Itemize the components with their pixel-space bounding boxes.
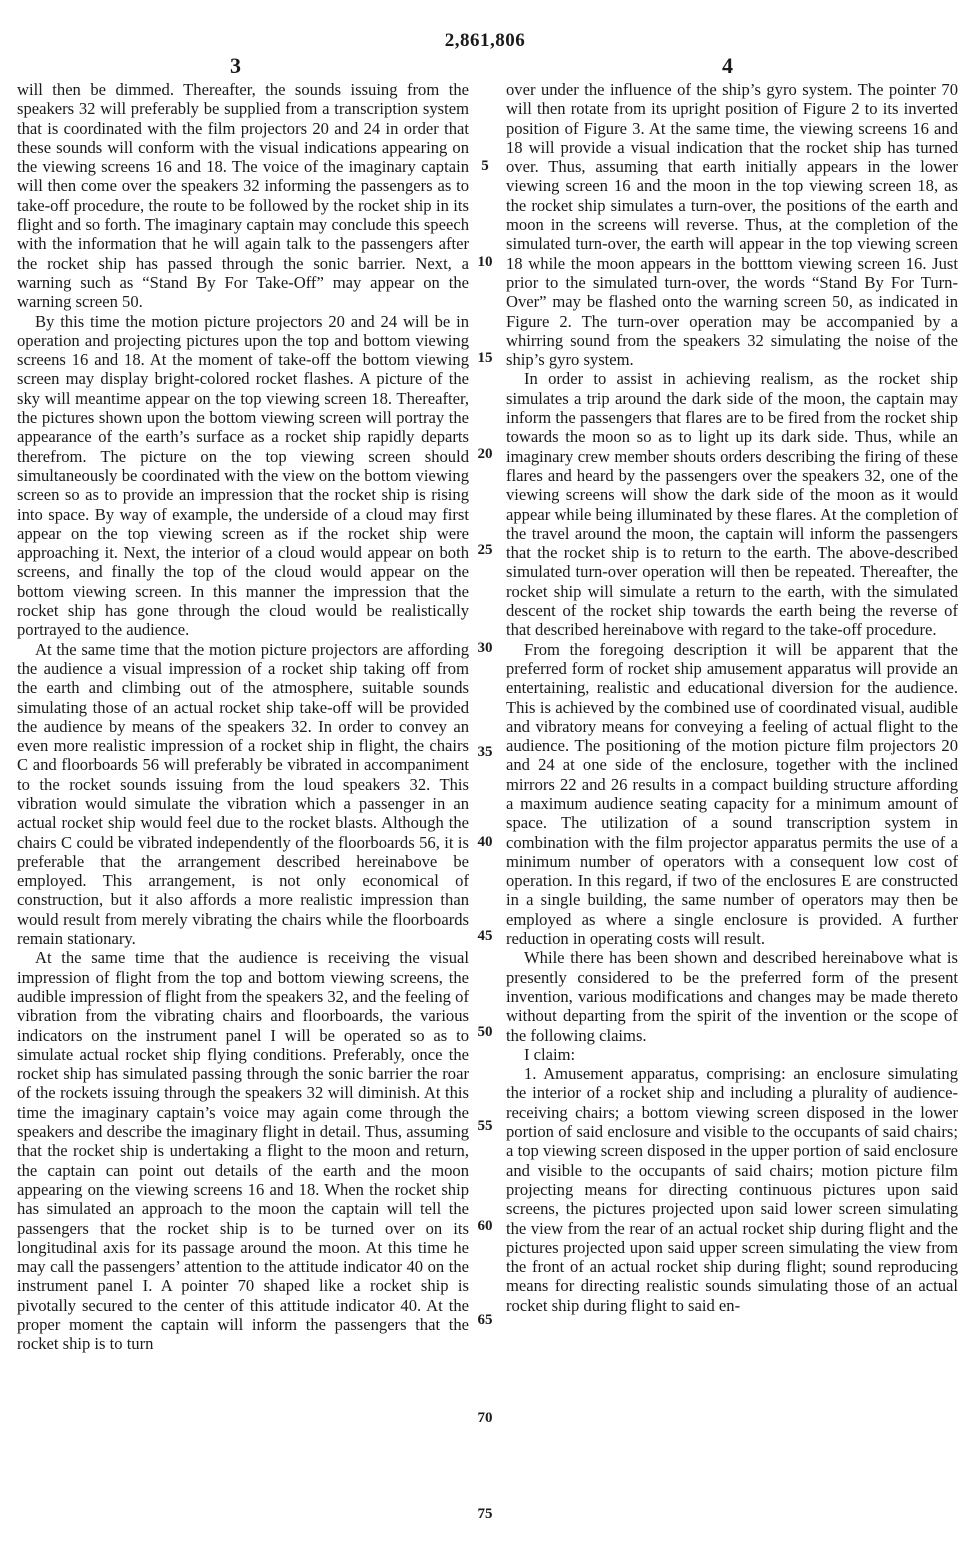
paragraph: By this time the motion picture projectors 20 and 24 will be in operation and projecting pictures upon the top and bottom viewing screens 16 and 18. At the moment of take-off the bottom viewing screen may display bright-colored rocket flashes. A picture of the sky will meantime appear on the top viewing screen 18. Thereafter, the pictures shown upon the bottom viewing screen will portray the appearance of the earth’s surface as a rocket ship rapidly departs therefrom. The picture on the top viewing screen should simultaneously be coordinated with the view on the bottom viewing screen so as to provide an impression that the rocket ship is rising into space. By way of example, the underside of a cloud may first appear on the top viewing screen as if the rocket ship were approaching it. Next, the interior of a cloud would appear on both screens, and finally the top of the cloud would appear on the bottom viewing screen. In this manner the impression that the rocket ship has gone through the cloud would be realistically portrayed to the audience. xyxy=(17,311,469,640)
line-number: 55 xyxy=(477,1118,493,1134)
line-number: 20 xyxy=(477,446,493,462)
paragraph: over under the influence of the ship’s gyro system. The pointer 70 will then rotate from its upright position of Figure 2 to its inverted position of Figure 3. At the same time, the viewing screens 16 and 18 will provide a visual indication that the rocket ship has turned over. Thus, assuming that earth initially appears in the lower viewing screen 16 and the moon in the top viewing screen 18, as the rocket ship simulates a turn-over, the positions of the earth and moon in the screens will reverse. Thus, at the completion of the simulated turn-over, the earth will appear in the top viewing screen 18 while the moon appears in the botttom viewing screen 16. Just prior to the simulated turn-over, the words “Stand By For Turn-Over” may be flashed onto the warning screen 50, as indicated in Figure 2. The turn-over operation may be accompanied by a whirring sound from the speakers 32 simulating the noise of the ship’s gyro system. xyxy=(506,80,958,370)
paragraph: will then be dimmed. Thereafter, the sounds issuing from the speakers 32 will preferably be supplied from a transcription system that is coordinated with the film projectors 20 and 24 in order that these sounds will conform with the visual indications appearing on the viewing screens 16 and 18. The voice of the imaginary captain will then come over the speakers 32 informing the passengers as to take-off procedure, the route to be followed by the rocket ship in its flight and so forth. The imaginary captain may conclude this speech with the information that he will again talk to the passengers after the rocket ship has passed through the sonic barrier. Next, a warning such as “Stand By For Take-Off” may appear on the warning screen 50. xyxy=(17,80,469,312)
paragraph: In order to assist in achieving realism, as the rocket ship simulates a trip around the dark side of the moon, the captain may inform the passengers that flares are to be fired from the rocket ship towards the moon so as to light up its dark side. Thus, while an imaginary crew member shouts orders describing the firing of these flares and heard by the passengers over the speakers 32, one of the viewing screens will show the dark side of the moon as it would appear while being illuminated by these flares. At the completion of the travel around the moon, the captain will inform the passengers that the rocket ship is to return to the earth. The above-described simulated turn-over operation will then be repeated. Thereafter, the rocket ship will simulate a return to the earth, with the simulated descent of the rocket ship towards the earth being the reverse of that described hereinabove with regard to the take-off procedure. xyxy=(506,369,958,640)
left-column-number: 3 xyxy=(230,53,241,78)
line-number: 10 xyxy=(477,254,493,270)
line-number: 30 xyxy=(477,640,493,656)
right-column-number: 4 xyxy=(722,53,733,78)
line-number: 65 xyxy=(477,1312,493,1328)
line-number: 50 xyxy=(477,1024,493,1040)
line-number: 75 xyxy=(477,1506,493,1522)
patent-number: 2,861,806 xyxy=(444,30,526,51)
line-number: 15 xyxy=(477,350,493,366)
paragraph: While there has been shown and described hereinabove what is presently considered to be the preferred form of the present invention, various modifications and changes may be made thereto without departing from the spirit of the invention or the scope of the following claims. xyxy=(506,948,958,1045)
claim-paragraph: 1. Amusement apparatus, comprising: an enclosure simulating the interior of a rocket ship and including a plurality of audience-receiving chairs; a bottom viewing screen disposed in the lower portion of said enclosure and visible to the occupants of said chairs; a top viewing screen disposed in the upper portion of said enclosure and visible to the occupants of said chairs; motion picture film projecting means for directing continuous pictures upon said screens, the pictures projected upon said lower screen simulating the view from the rear of an actual rocket ship during flight and the pictures projected upon said upper screen simulating the view from the front of an actual rocket ship during flight; sound reproducing means for directing realistic sounds simulating those of an actual rocket ship during flight to said en- xyxy=(506,1064,958,1315)
line-number: 25 xyxy=(477,542,493,558)
claim-heading: I claim: xyxy=(524,1044,576,1064)
line-number: 40 xyxy=(477,834,493,850)
paragraph: At the same time that the motion picture projectors are affording the audience a visual impression of a rocket ship taking off from the earth and climbing out of the atmosphere, suitable sounds simulating those of an actual rocket ship take-off will be provided the audience by means of the speakers 32. In order to convey an even more realistic impression of a rocket ship in flight, the chairs C and floorboards 56 will preferably be vibrated in accompaniment to the rocket sounds issuing from the loud speakers 32. This vibration would simulate the vibration which a passenger in an actual rocket ship would feel due to the rocket blasts. Although the chairs C could be vibrated independently of the floorboards 56, it is preferable that the arrangement described hereinabove be employed. This arrangement, is not only economical of construction, but it also affords a more realistic impression than would result from merely vibrating the chairs while the floorboards remain stationary. xyxy=(17,639,469,949)
left-text-column xyxy=(17,80,469,1354)
line-number: 35 xyxy=(477,744,493,760)
line-number: 70 xyxy=(477,1410,493,1426)
line-number: 45 xyxy=(477,928,493,944)
right-text-column xyxy=(506,80,958,1315)
paragraph: From the foregoing description it will be apparent that the preferred form of rocket ship amusement apparatus will provide an entertaining, realistic and educational diversion for the audience. This is achieved by the combined use of coordinated visual, audible and vibratory means for conveying a feeling of actual flight to the audience. The positioning of the motion picture film projectors 20 and 24 at one side of the enclosure, together with the inclined mirrors 22 and 26 results in a compact building structure affording a maximum audience seating capacity for a minimum amount of space. The utilization of a sound transcription system in combination with the film projector apparatus permits the use of a minimum number of operators with a consequent low cost of operation. In this regard, if two of the enclosures E are constructed in a single building, the same number of operators may then be employed as where a single enclosure is provided. A further reduction in operating costs will result. xyxy=(506,639,958,949)
line-number: 5 xyxy=(481,158,489,174)
paragraph: At the same time that the audience is receiving the visual impression of flight from the top and bottom viewing screens, the audible impression of flight from the speakers 32, and the feeling of vibration from the vibrating chairs and floorboards, the various indicators on the instrument panel I will be operated so as to simulate actual rocket ship flying conditions. Preferably, once the rocket ship has simulated passing through the sonic barrier the roar of the rockets issuing through the speakers 32 will diminish. At this time the imaginary captain’s voice may again come through the speakers and describe the imaginary flight in detail. Thus, assuming that the rocket ship is undertaking a flight to the moon and return, the captain can point out details of the earth and the moon appearing on the viewing screens 16 and 18. When the rocket ship has simulated an approach to the moon the captain will tell the passengers that the rocket ship is to be turned over on its longitudinal axis for its passage around the moon. At this time he may call the passengers’ attention to the attitude indicator 40 on the instrument panel I. A pointer 70 shaped like a rocket ship is pivotally secured to the center of this attitude indicator 40. At the proper moment the captain will inform the passengers that the rocket ship is to turn xyxy=(17,948,469,1354)
line-number: 60 xyxy=(477,1218,493,1234)
